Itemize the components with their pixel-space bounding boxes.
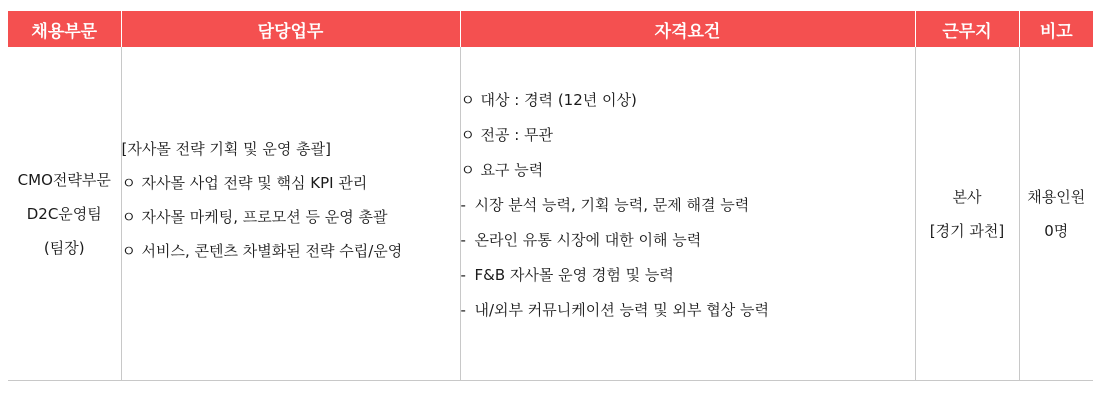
- qualification-sub-item-text: 시장 분석 능력, 기획 능력, 문제 해결 능력: [474, 196, 750, 214]
- qualification-sub-item: [461, 258, 915, 293]
- duty-item-text: 서비스, 콘텐츠 차별화된 전략 수립/운영: [141, 241, 403, 260]
- department-line: CMO전략부문: [17, 170, 111, 189]
- dash-symbol: -: [460, 301, 466, 319]
- qualification-sub-item: [461, 223, 915, 258]
- note-line: 채용인원: [1027, 187, 1086, 206]
- header-location: 근무지: [915, 11, 1019, 47]
- header-note: 비고: [1019, 11, 1093, 47]
- note-cell: [1019, 47, 1093, 381]
- qualification-sub-item: [461, 188, 915, 223]
- department-line: D2C운영팀: [26, 204, 102, 223]
- bullet-symbol: ㅇ: [460, 161, 475, 179]
- qualification-item-text: 요구 능력: [480, 161, 544, 179]
- duty-item: [122, 200, 460, 234]
- duties-block: [122, 132, 460, 268]
- qualifications-block: [461, 83, 915, 328]
- duties-title: [자사몰 전략 기획 및 운영 총괄]: [121, 139, 331, 158]
- bullet-symbol: ㅇ: [121, 173, 136, 192]
- qualification-item: [461, 153, 915, 188]
- bullet-symbol: ㅇ: [121, 207, 136, 226]
- duty-item-text: 자사몰 사업 전략 및 핵심 KPI 관리: [141, 173, 368, 192]
- department-cell: [8, 47, 121, 381]
- qualification-sub-item-text: 내/외부 커뮤니케이션 능력 및 외부 협상 능력: [474, 301, 769, 319]
- location-cell: [915, 47, 1019, 381]
- header-row: [8, 11, 1093, 47]
- qualification-item-text: 대상 : 경력 (12년 이상): [480, 91, 637, 109]
- qualifications-cell: [460, 47, 915, 381]
- qualification-item-text: 전공 : 무관: [480, 126, 554, 144]
- qualification-item: [461, 118, 915, 153]
- dash-symbol: -: [460, 231, 466, 249]
- duties-cell: [121, 47, 460, 381]
- bullet-symbol: ㅇ: [460, 126, 475, 144]
- recruitment-table: [8, 11, 1093, 381]
- bullet-symbol: ㅇ: [121, 241, 136, 260]
- dash-symbol: -: [460, 266, 466, 284]
- dash-symbol: -: [460, 196, 466, 214]
- qualification-item: [461, 83, 915, 118]
- note-line: 0명: [1044, 221, 1069, 240]
- location-line: [경기 과천]: [929, 221, 1005, 240]
- table-row: [8, 47, 1093, 381]
- location-line: 본사: [952, 187, 982, 206]
- department-line: (팀장): [43, 238, 85, 257]
- duty-item-text: 자사몰 마케팅, 프로모션 등 운영 총괄: [141, 207, 388, 226]
- header-qualifications: 자격요건: [460, 11, 915, 47]
- qualification-sub-item: [461, 293, 915, 328]
- duty-item: [122, 166, 460, 200]
- header-department: 채용부문: [8, 11, 121, 47]
- qualification-sub-item-text: 온라인 유통 시장에 대한 이해 능력: [474, 231, 702, 249]
- header-duties: 담당업무: [121, 11, 460, 47]
- bullet-symbol: ㅇ: [460, 91, 475, 109]
- duty-item: [122, 234, 460, 268]
- qualification-sub-item-text: F&B 자사몰 운영 경험 및 능력: [474, 266, 674, 284]
